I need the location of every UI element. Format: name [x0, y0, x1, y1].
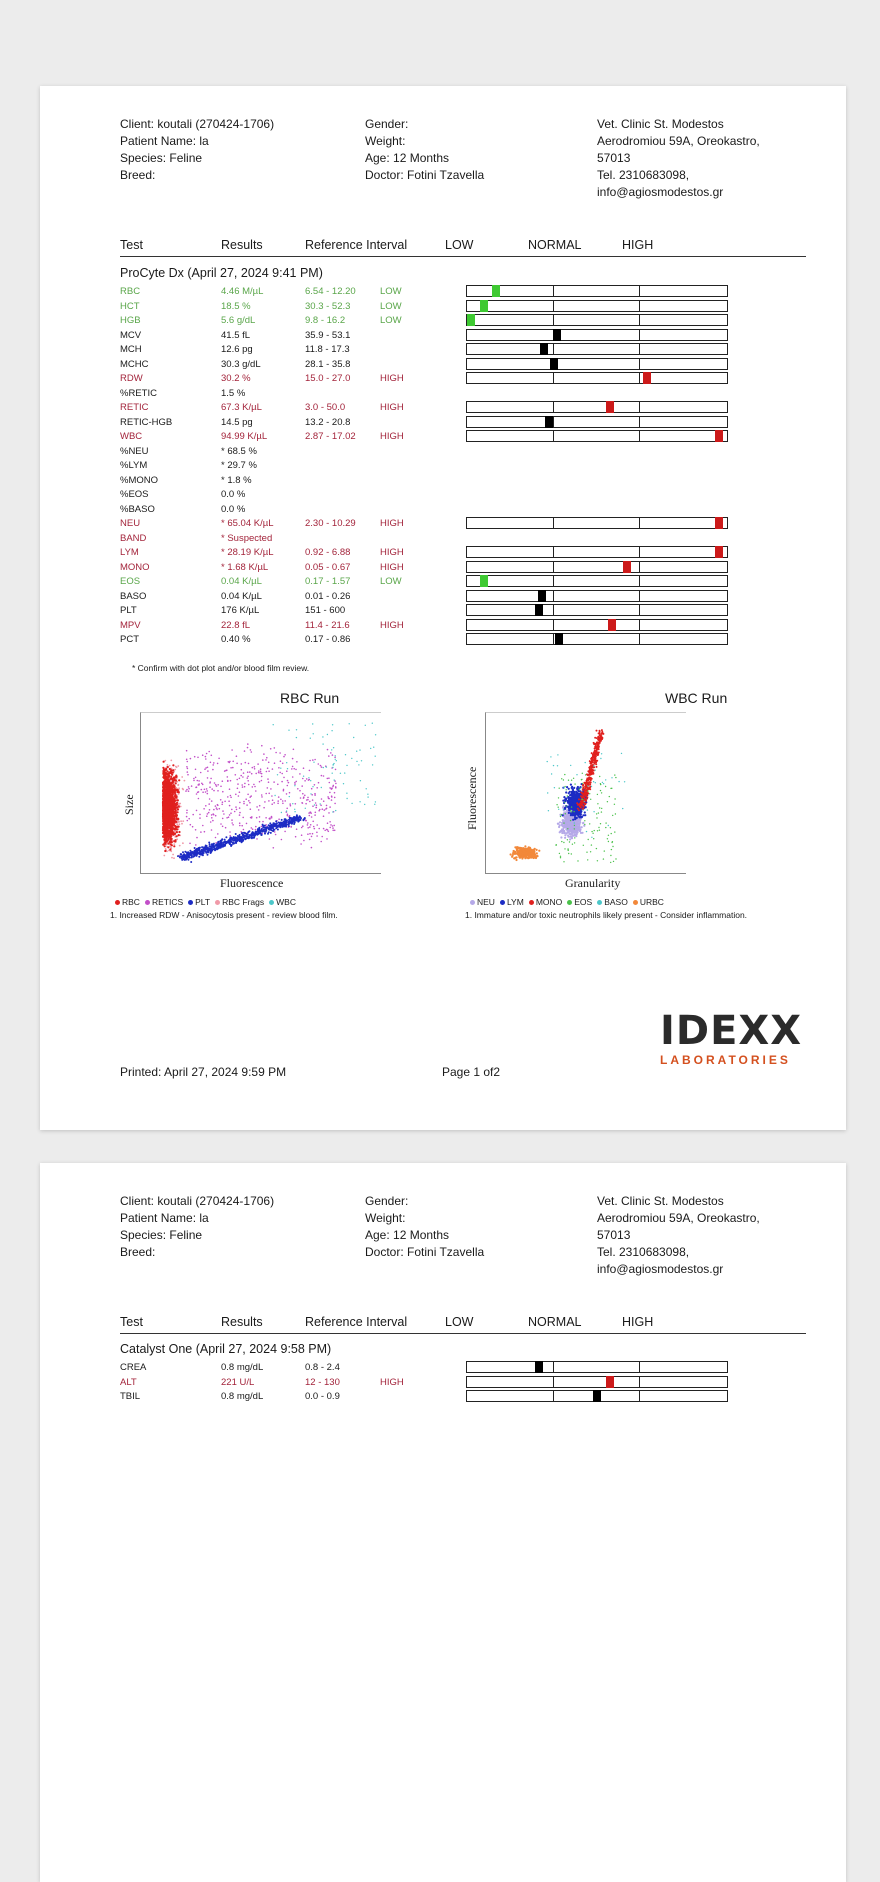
gauge-divider	[553, 1377, 554, 1387]
wbc-run-plot	[465, 690, 795, 990]
clinic-phone: Tel. 2310683098,	[597, 1245, 690, 1259]
range-gauge	[466, 358, 728, 370]
wbc-legend	[465, 897, 664, 907]
col-normal: NORMAL	[528, 238, 582, 252]
clinic-postcode: 57013	[597, 1228, 631, 1242]
test-reference: 28.1 - 35.8	[305, 358, 351, 370]
test-result: 0.0 %	[221, 489, 246, 500]
table-row	[120, 314, 880, 328]
range-gauge	[466, 575, 728, 587]
range-gauge	[466, 372, 728, 384]
col-high: HIGH	[622, 1315, 654, 1329]
clinic-address: Aerodromiou 59A, Oreokastro,	[597, 134, 760, 148]
gauge-divider	[553, 286, 554, 296]
test-flag: LOW	[380, 315, 402, 326]
legend-label: MONO	[535, 897, 563, 907]
rbc-plot-xlabel: Fluorescence	[220, 876, 284, 890]
range-gauge	[466, 416, 728, 428]
test-result: * 29.7 %	[221, 460, 257, 471]
legend-swatch	[188, 900, 193, 905]
test-result: 30.3 g/dL	[221, 358, 261, 370]
weight-line: Weight:	[365, 134, 406, 148]
table-row	[120, 300, 880, 314]
legend-label: RBC Frags	[222, 897, 265, 907]
footnote: * Confirm with dot plot and/or blood film review.	[132, 663, 310, 673]
test-flag: HIGH	[380, 518, 404, 529]
test-result: 0.04 K/µL	[221, 576, 262, 587]
breed-line: Breed:	[120, 1245, 156, 1259]
test-reference: 15.0 - 27.0	[305, 373, 351, 384]
gauge-divider	[639, 417, 640, 427]
legend-label: NEU	[477, 897, 495, 907]
test-name: PLT	[120, 605, 137, 616]
table-row	[120, 1376, 880, 1390]
col-low: LOW	[445, 1315, 474, 1329]
legend-label: RBC	[122, 897, 140, 907]
test-name: BASO	[120, 590, 147, 602]
test-reference: 11.4 - 21.6	[305, 619, 350, 631]
gauge-divider	[553, 301, 554, 311]
col-results: Results	[221, 1315, 263, 1329]
test-flag: HIGH	[380, 373, 404, 384]
gauge-divider	[553, 431, 554, 441]
test-name: NEU	[120, 518, 141, 529]
test-reference: 0.92 - 6.88	[305, 547, 351, 558]
gauge-marker	[550, 358, 558, 370]
test-name: RDW	[120, 373, 143, 384]
table-row	[120, 1361, 880, 1375]
patient-line: Patient Name: la	[120, 1211, 209, 1225]
gauge-divider	[553, 373, 554, 383]
test-name: %NEU	[120, 445, 149, 457]
rbc-plot-ylabel: Size	[122, 794, 136, 815]
legend-label: EOS	[574, 897, 593, 907]
col-test: Test	[120, 238, 143, 252]
col-normal: NORMAL	[528, 1315, 582, 1329]
gauge-divider	[639, 330, 640, 340]
rbc-scatter	[141, 713, 381, 873]
gauge-marker	[643, 372, 651, 384]
test-reference: 0.05 - 0.67	[305, 561, 351, 573]
test-reference: 30.3 - 52.3	[305, 300, 351, 312]
gauge-marker	[535, 604, 543, 616]
species-line: Species: Feline	[120, 151, 203, 165]
gauge-marker	[608, 619, 616, 631]
test-name: TBIL	[120, 1391, 141, 1402]
table-row	[120, 343, 880, 357]
catalyst-section-title: Catalyst One (April 27, 2024 9:58 PM)	[120, 1342, 332, 1356]
gauge-divider	[553, 591, 554, 601]
test-result: * 68.5 %	[221, 445, 257, 457]
test-flag: LOW	[380, 300, 402, 312]
gauge-divider	[553, 518, 554, 528]
client-line: Client: koutali (270424-1706)	[120, 1194, 275, 1208]
gauge-divider	[639, 315, 640, 325]
test-result: * 1.68 K/µL	[221, 561, 269, 573]
table-row	[120, 372, 880, 386]
gauge-divider	[553, 1362, 554, 1372]
range-gauge	[466, 546, 728, 558]
table-row	[120, 1390, 880, 1404]
gauge-marker	[715, 517, 723, 529]
idexx-logo	[660, 1008, 810, 1071]
table-row	[120, 459, 880, 473]
range-gauge	[466, 633, 728, 645]
test-flag: HIGH	[380, 402, 404, 413]
gauge-divider	[553, 562, 554, 572]
test-name: MONO	[120, 561, 150, 573]
gauge-marker	[555, 633, 563, 645]
legend-label: PLT	[195, 897, 211, 907]
table-row	[120, 532, 880, 546]
gauge-marker	[606, 1376, 614, 1388]
table-row	[120, 619, 880, 633]
test-flag: HIGH	[380, 561, 404, 573]
procyte-section-title: ProCyte Dx (April 27, 2024 9:41 PM)	[120, 266, 323, 280]
test-reference: 35.9 - 53.1	[305, 329, 351, 341]
test-name: CREA	[120, 1362, 147, 1373]
page-number: Page 1 of2	[442, 1065, 501, 1079]
gender-line: Gender:	[365, 117, 409, 131]
gauge-divider	[553, 417, 554, 427]
range-gauge	[466, 1390, 728, 1402]
col-high: HIGH	[622, 238, 654, 252]
test-result: 0.04 K/µL	[221, 590, 262, 602]
gauge-divider	[553, 315, 554, 325]
table-row	[120, 401, 880, 415]
test-flag: HIGH	[380, 431, 404, 442]
test-result: * 28.19 K/µL	[221, 547, 274, 558]
legend-swatch	[633, 900, 638, 905]
test-reference: 0.17 - 1.57	[305, 576, 351, 587]
gauge-marker	[545, 416, 553, 428]
test-name: %BASO	[120, 503, 155, 515]
test-result: 12.6 pg	[221, 344, 253, 355]
range-gauge	[466, 1376, 728, 1388]
test-result: 0.8 mg/dL	[221, 1362, 264, 1373]
legend-swatch	[115, 900, 120, 905]
test-name: MCV	[120, 329, 142, 341]
test-name: BAND	[120, 532, 147, 544]
legend-swatch	[500, 900, 505, 905]
rbc-plot-title: RBC Run	[280, 690, 340, 706]
gauge-divider	[639, 402, 640, 412]
test-result: 1.5 %	[221, 387, 246, 399]
gauge-divider	[553, 620, 554, 630]
test-name: ALT	[120, 1376, 137, 1388]
range-gauge	[466, 329, 728, 341]
test-result: 94.99 K/µL	[221, 431, 268, 442]
legend-swatch	[215, 900, 220, 905]
test-reference: 2.30 - 10.29	[305, 518, 356, 529]
test-result: * 1.8 %	[221, 474, 252, 486]
gauge-divider	[639, 344, 640, 354]
range-gauge	[466, 300, 728, 312]
test-reference: 2.87 - 17.02	[305, 431, 356, 442]
legend-swatch	[145, 900, 150, 905]
test-name: LYM	[120, 547, 139, 558]
gauge-divider	[639, 518, 640, 528]
table-row	[120, 575, 880, 589]
gauge-marker	[538, 590, 546, 602]
col-test: Test	[120, 1315, 143, 1329]
gauge-marker	[553, 329, 561, 341]
table-row	[120, 561, 880, 575]
legend-swatch	[269, 900, 274, 905]
clinic-name: Vet. Clinic St. Modestos	[597, 117, 724, 131]
test-reference: 3.0 - 50.0	[305, 402, 346, 413]
report-page-2	[40, 1163, 846, 1882]
table-row	[120, 416, 880, 430]
table-row	[120, 430, 880, 444]
test-name: EOS	[120, 576, 141, 587]
table-row	[120, 633, 880, 647]
test-name: HCT	[120, 300, 140, 312]
gauge-divider	[553, 344, 554, 354]
range-gauge	[466, 619, 728, 631]
plt-points	[177, 814, 306, 863]
gauge-divider	[553, 1391, 554, 1401]
gauge-divider	[553, 605, 554, 615]
legend-label: RETICS	[151, 897, 184, 907]
gauge-divider	[639, 286, 640, 296]
test-reference: 0.17 - 0.86	[305, 634, 351, 645]
gauge-divider	[553, 634, 554, 644]
gauge-marker	[492, 285, 500, 297]
table-row	[120, 474, 880, 488]
table-row	[120, 387, 880, 401]
table-row	[120, 285, 880, 299]
gauge-divider	[639, 431, 640, 441]
test-reference: 151 - 600	[305, 605, 346, 616]
range-gauge	[466, 285, 728, 297]
range-gauge	[466, 401, 728, 413]
species-line: Species: Feline	[120, 1228, 203, 1242]
gauge-marker	[593, 1390, 601, 1402]
test-result: * Suspected	[221, 532, 273, 544]
gauge-divider	[639, 576, 640, 586]
gauge-divider	[553, 547, 554, 557]
test-reference: 13.2 - 20.8	[305, 416, 351, 428]
test-name: RBC	[120, 286, 141, 297]
gauge-divider	[639, 301, 640, 311]
test-result: 0.0 %	[221, 503, 246, 515]
test-flag: LOW	[380, 576, 402, 587]
test-name: RETIC-HGB	[120, 416, 173, 428]
legend-label: URBC	[639, 897, 664, 907]
col-low: LOW	[445, 238, 474, 252]
table-row	[120, 517, 880, 531]
test-name: MPV	[120, 619, 141, 631]
gauge-divider	[639, 373, 640, 383]
gauge-marker	[467, 314, 475, 326]
table-row	[120, 358, 880, 372]
test-reference: 11.8 - 17.3	[305, 344, 350, 355]
test-reference: 6.54 - 12.20	[305, 286, 356, 297]
clinic-phone: Tel. 2310683098,	[597, 168, 690, 182]
gauge-divider	[553, 402, 554, 412]
gauge-divider	[639, 547, 640, 557]
test-flag: HIGH	[380, 1376, 404, 1388]
test-result: 4.46 M/µL	[221, 286, 264, 297]
client-line: Client: koutali (270424-1706)	[120, 117, 275, 131]
legend-swatch	[567, 900, 572, 905]
test-name: MCHC	[120, 358, 149, 370]
gauge-marker	[715, 546, 723, 558]
rbc-points	[162, 761, 181, 853]
table-row	[120, 503, 880, 517]
clinic-email: info@agiosmodestos.gr	[597, 1262, 724, 1276]
test-reference: 9.8 - 16.2	[305, 315, 346, 326]
table-row	[120, 546, 880, 560]
gauge-marker	[480, 300, 488, 312]
patient-line: Patient Name: la	[120, 134, 209, 148]
gauge-divider	[639, 1362, 640, 1372]
results-table-header	[120, 236, 806, 257]
test-name: HGB	[120, 315, 141, 326]
gauge-marker	[715, 430, 723, 442]
test-reference: 12 - 130	[305, 1376, 340, 1388]
test-result: 22.8 fL	[221, 619, 251, 631]
table-row	[120, 604, 880, 618]
legend-label: BASO	[604, 897, 628, 907]
test-result: 67.3 K/µL	[221, 402, 262, 413]
gauge-divider	[639, 620, 640, 630]
rbc-legend	[110, 897, 296, 907]
gauge-marker	[606, 401, 614, 413]
test-reference: 0.8 - 2.4	[305, 1362, 340, 1373]
legend-swatch	[529, 900, 534, 905]
rbc-note: 1. Increased RDW - Anisocytosis present - review blood film.	[110, 910, 338, 920]
gauge-marker	[623, 561, 631, 573]
wbc-plot-ylabel: Fluorescence	[465, 766, 479, 830]
range-gauge	[466, 343, 728, 355]
range-gauge	[466, 517, 728, 529]
gauge-divider	[639, 1391, 640, 1401]
wbc-plot-xlabel: Granularity	[565, 876, 621, 890]
test-result: 176 K/µL	[221, 605, 260, 616]
test-name: %EOS	[120, 489, 149, 500]
urbc-points	[510, 845, 541, 861]
gender-line: Gender:	[365, 1194, 409, 1208]
test-reference: 0.01 - 0.26	[305, 590, 351, 602]
test-result: 0.40 %	[221, 634, 251, 645]
test-reference: 0.0 - 0.9	[305, 1391, 340, 1402]
table-row	[120, 488, 880, 502]
clinic-address: Aerodromiou 59A, Oreokastro,	[597, 1211, 760, 1225]
gauge-divider	[639, 634, 640, 644]
age-line: Age: 12 Months	[365, 1228, 450, 1242]
idexx-logo-sub: LABORATORIES	[660, 1053, 791, 1067]
range-gauge	[466, 430, 728, 442]
wbc-points	[273, 723, 377, 814]
test-flag: HIGH	[380, 547, 404, 558]
test-name: %RETIC	[120, 387, 157, 399]
range-gauge	[466, 314, 728, 326]
test-flag: HIGH	[380, 619, 404, 631]
gauge-marker	[540, 343, 548, 355]
table-row	[120, 445, 880, 459]
range-gauge	[466, 561, 728, 573]
legend-label: WBC	[276, 897, 296, 907]
report-page-1	[40, 86, 846, 1130]
gauge-divider	[639, 562, 640, 572]
test-name: PCT	[120, 634, 139, 645]
wbc-plot-title: WBC Run	[665, 690, 728, 706]
gauge-divider	[639, 1377, 640, 1387]
rbc-plot-frame	[140, 712, 381, 874]
range-gauge	[466, 604, 728, 616]
test-name: WBC	[120, 431, 143, 442]
test-result: * 65.04 K/µL	[221, 518, 274, 529]
idexx-logo-mark: IDEXX	[660, 1008, 803, 1054]
table-row	[120, 329, 880, 343]
weight-line: Weight:	[365, 1211, 406, 1225]
test-result: 30.2 %	[221, 373, 251, 384]
range-gauge	[466, 590, 728, 602]
gauge-divider	[639, 591, 640, 601]
doctor-line: Doctor: Fotini Tzavella	[365, 168, 485, 182]
clinic-postcode: 57013	[597, 151, 631, 165]
age-line: Age: 12 Months	[365, 151, 450, 165]
patient-header-2	[120, 1193, 806, 1293]
gauge-marker	[535, 1361, 543, 1373]
test-result: 5.6 g/dL	[221, 315, 256, 326]
results-table-header-2	[120, 1313, 806, 1334]
wbc-scatter	[486, 713, 686, 873]
gauge-divider	[639, 605, 640, 615]
patient-header	[120, 116, 806, 216]
test-flag: LOW	[380, 286, 402, 297]
test-result: 18.5 %	[221, 300, 251, 312]
printed-date: Printed: April 27, 2024 9:59 PM	[120, 1065, 287, 1079]
legend-swatch	[470, 900, 475, 905]
test-result: 14.5 pg	[221, 416, 253, 428]
doctor-line: Doctor: Fotini Tzavella	[365, 1245, 485, 1259]
breed-line: Breed:	[120, 168, 156, 182]
clinic-name: Vet. Clinic St. Modestos	[597, 1194, 724, 1208]
test-result: 221 U/L	[221, 1376, 255, 1388]
test-name: MCH	[120, 344, 142, 355]
range-gauge	[466, 1361, 728, 1373]
gauge-marker	[480, 575, 488, 587]
rbc-run-plot	[110, 690, 400, 990]
test-name: %MONO	[120, 474, 158, 486]
legend-swatch	[597, 900, 602, 905]
wbc-note: 1. Immature and/or toxic neutrophils likely present - Consider inflammation.	[465, 910, 748, 920]
test-name: %LYM	[120, 460, 148, 471]
col-reference: Reference Interval	[305, 1315, 408, 1329]
test-name: RETIC	[120, 402, 149, 413]
legend-label: LYM	[506, 897, 524, 907]
col-reference: Reference Interval	[305, 238, 408, 252]
test-result: 41.5 fL	[221, 329, 251, 341]
clinic-email: info@agiosmodestos.gr	[597, 185, 724, 199]
col-results: Results	[221, 238, 263, 252]
gauge-divider	[553, 576, 554, 586]
table-row	[120, 590, 880, 604]
gauge-divider	[639, 359, 640, 369]
wbc-plot-frame	[485, 712, 686, 874]
test-result: 0.8 mg/dL	[221, 1391, 264, 1402]
